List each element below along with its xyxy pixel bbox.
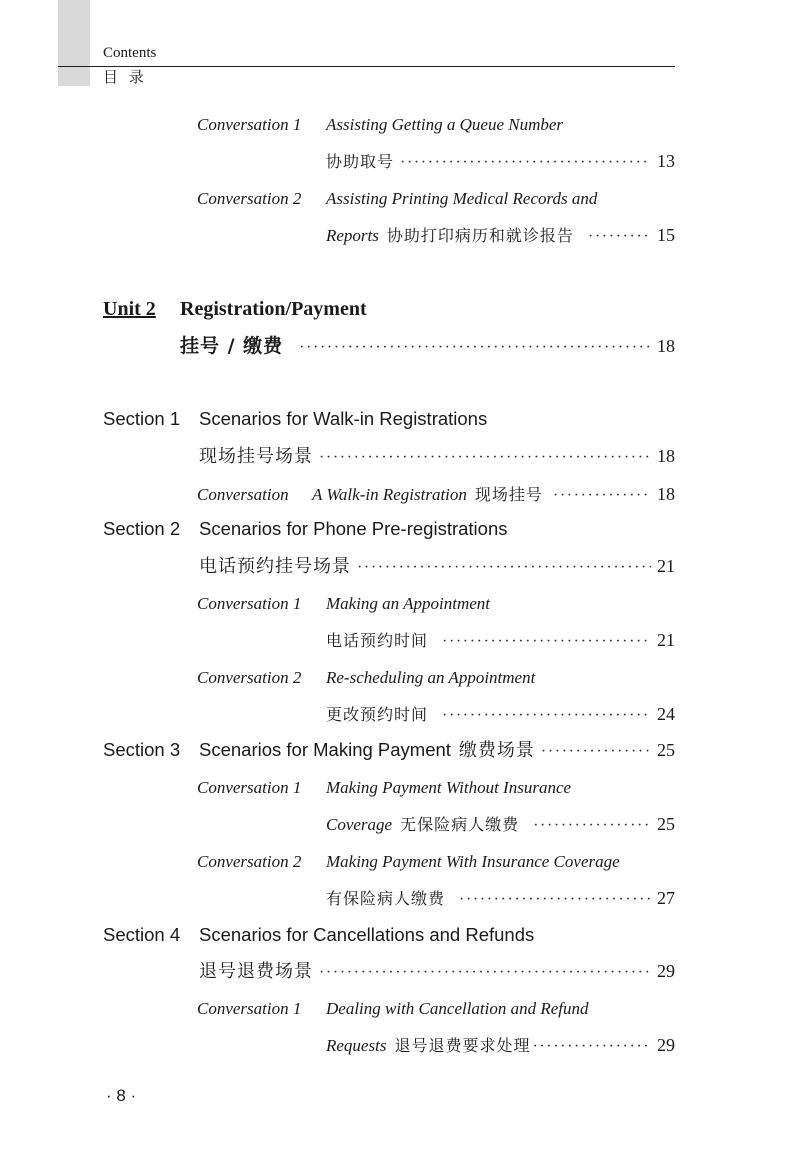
conv-title-cont: Coverage xyxy=(326,815,393,834)
dot-leader xyxy=(533,818,651,834)
toc-s3-conv1[interactable] xyxy=(197,779,571,796)
toc-s2-conv1-cn[interactable] xyxy=(326,631,675,650)
dot-leader xyxy=(459,892,651,908)
page-number: 18 xyxy=(657,484,675,504)
page-number: 15 xyxy=(657,225,675,245)
conv-label: Conversation 2 xyxy=(197,189,302,208)
section-label: Section 3 xyxy=(103,739,181,760)
dot-leader xyxy=(442,634,651,650)
conv-title: Assisting Getting a Queue Number xyxy=(326,115,564,134)
dot-leader xyxy=(553,488,651,504)
conv-label: Conversation 1 xyxy=(197,778,302,797)
dot-leader xyxy=(319,965,651,981)
toc-s3-conv2[interactable] xyxy=(197,853,620,870)
conv-label: Conversation 1 xyxy=(197,999,302,1018)
page-number: 29 xyxy=(657,1035,675,1055)
toc-section3[interactable] xyxy=(103,741,675,760)
toc-s2-conv2[interactable] xyxy=(197,669,535,686)
unit-title-cn: 挂号 / 缴费 xyxy=(180,335,284,357)
dot-leader xyxy=(319,450,651,466)
footer-page-number: · 8 · xyxy=(106,1086,137,1105)
dot-leader xyxy=(588,229,651,245)
header-rule xyxy=(58,66,675,67)
page-number: 29 xyxy=(657,961,675,981)
dot-leader xyxy=(400,155,651,171)
dot-leader xyxy=(532,1039,651,1055)
conv-label: Conversation xyxy=(197,485,289,504)
dot-leader xyxy=(299,340,651,356)
conv-title-cn: 更改预约时间 xyxy=(326,705,429,724)
conv-title: Making Payment Without Insurance xyxy=(326,778,572,797)
toc-unit2-heading[interactable] xyxy=(103,299,367,319)
toc-section4[interactable] xyxy=(103,926,534,945)
conv-title-cn: 电话预约时间 xyxy=(326,631,429,650)
conv-label: Conversation 1 xyxy=(197,115,302,134)
unit-title: Registration/Payment xyxy=(180,298,367,320)
conv-title-cn: 协助取号 xyxy=(326,152,395,171)
conv-title: Re-scheduling an Appointment xyxy=(326,668,536,687)
header-title-cn: 目 录 xyxy=(103,68,147,86)
page-number: 13 xyxy=(657,151,675,171)
toc-s4-conv1-cont[interactable] xyxy=(326,1036,675,1055)
toc-s2-conv1[interactable] xyxy=(197,595,490,612)
toc-entry-u1-conv2[interactable] xyxy=(197,190,597,207)
conv-title: Dealing with Cancellation and Refund xyxy=(326,999,589,1018)
conv-title-cn: 协助打印病历和就诊报告 xyxy=(386,226,574,245)
page-number: 21 xyxy=(657,630,675,650)
toc-section2-cn[interactable] xyxy=(199,557,675,576)
toc-section1[interactable] xyxy=(103,410,487,429)
toc-s3-conv2-cn[interactable] xyxy=(326,889,675,908)
unit-label: Unit 2 xyxy=(103,298,156,320)
page-number: 18 xyxy=(657,446,675,466)
dot-leader xyxy=(541,744,651,760)
section-label: Section 2 xyxy=(103,518,181,539)
dot-leader xyxy=(357,560,651,576)
section-label: Section 1 xyxy=(103,408,181,429)
conv-title-cn: 无保险病人缴费 xyxy=(400,815,520,834)
section-title: Scenarios for Phone Pre-registrations xyxy=(199,518,508,539)
conv-title: Assisting Printing Medical Records and xyxy=(326,189,598,208)
dot-leader xyxy=(442,708,651,724)
toc-entry-u1-conv1[interactable] xyxy=(197,116,563,133)
toc-section1-cn[interactable] xyxy=(199,447,675,466)
conv-label: Conversation 1 xyxy=(197,594,302,613)
toc-unit2-cn[interactable] xyxy=(180,337,675,356)
conv-title: A Walk-in Registration xyxy=(312,485,467,504)
conv-title-cn: 有保险病人缴费 xyxy=(326,889,446,908)
toc-section2[interactable] xyxy=(103,520,507,539)
toc-section4-cn[interactable] xyxy=(199,962,675,981)
toc-s2-conv2-cn[interactable] xyxy=(326,705,675,724)
page-number: 21 xyxy=(657,556,675,576)
page-number: 18 xyxy=(657,336,675,356)
section-title: Scenarios for Walk-in Registrations xyxy=(199,408,488,429)
toc-entry-u1-conv2-cont[interactable] xyxy=(326,226,675,245)
conv-title: Making an Appointment xyxy=(326,594,490,613)
page-number: 25 xyxy=(657,740,675,760)
conv-title-cont: Requests xyxy=(326,1036,387,1055)
toc-entry-u1-conv1-cn[interactable] xyxy=(326,152,675,171)
section-title-cn: 退号退费场景 xyxy=(199,961,313,982)
toc-s4-conv1[interactable] xyxy=(197,1000,589,1017)
section-title-cn: 电话预约挂号场景 xyxy=(199,556,351,577)
section-title-cn: 缴费场景 xyxy=(458,740,535,761)
conv-title-cn: 退号退费要求处理 xyxy=(394,1036,531,1055)
section-title: Scenarios for Making Payment xyxy=(199,739,451,760)
conv-title-cont: Reports xyxy=(326,226,379,245)
section-title-cn: 现场挂号场景 xyxy=(199,446,313,467)
conv-title: Making Payment With Insurance Coverage xyxy=(326,852,620,871)
header-tab-block xyxy=(58,0,90,86)
conv-label: Conversation 2 xyxy=(197,852,302,871)
conv-title-cn: 现场挂号 xyxy=(474,485,543,504)
section-title: Scenarios for Cancellations and Refunds xyxy=(199,924,535,945)
page-number: 27 xyxy=(657,888,675,908)
page-number: 24 xyxy=(657,704,675,724)
header-title-en: Contents xyxy=(103,45,157,61)
toc-s3-conv1-cont[interactable] xyxy=(326,815,675,834)
section-label: Section 4 xyxy=(103,924,181,945)
conv-label: Conversation 2 xyxy=(197,668,302,687)
page-number: 25 xyxy=(657,814,675,834)
toc-s1-conv[interactable] xyxy=(197,485,675,504)
